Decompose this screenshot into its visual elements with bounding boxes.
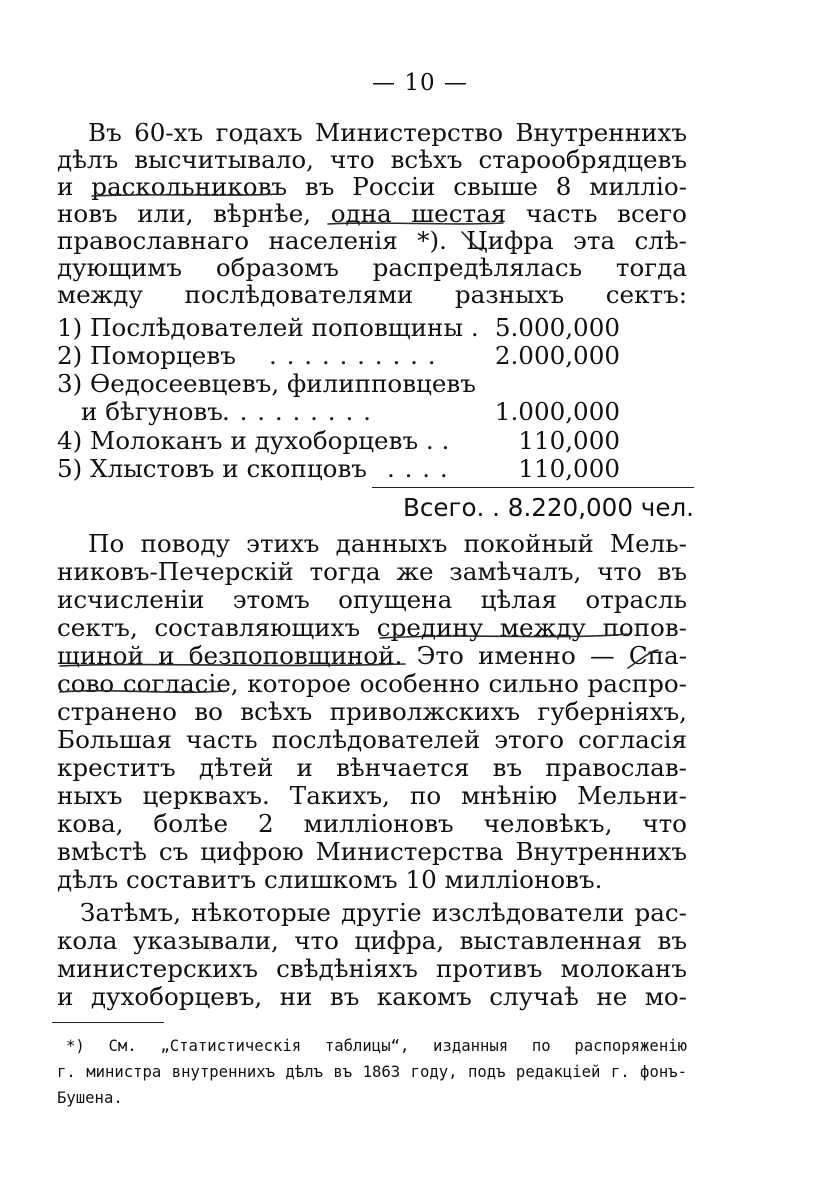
row-label: и бѣгуновъ — [81, 397, 223, 426]
row-label: 5) Хлыстовъ и скопцовъ — [57, 454, 367, 483]
text-line: сектъ, составляющихъ средину между попов- — [57, 613, 687, 642]
text-line: Въ 60-хъ годахъ Министерство Внутреннихъ — [88, 118, 687, 147]
text-line: дѣлъ составитъ слишкомъ 10 милліоновъ. — [57, 865, 603, 894]
text-line: никовъ-Печерскій тогда же замѣчалъ, что въ — [57, 557, 687, 586]
row-label: 1) Послѣдователей поповщины . — [57, 313, 479, 342]
text-line: и духоборцевъ, ни въ какомъ случаѣ не мо- — [57, 982, 687, 1011]
text-line: между послѣдователями разныхъ сектъ: — [57, 280, 687, 309]
footnote-line: *) См. „Статистическія таблицы“, изданныя по распоряженію — [66, 1037, 687, 1055]
row-dots: . . . . . . . . . . — [269, 341, 437, 370]
total-value: 8.220,000 — [507, 493, 633, 522]
footnote-rule — [52, 1022, 164, 1023]
row-dots: . . . . . . . . . — [222, 397, 372, 426]
text-line: ныхъ церквахъ. Такихъ, по мнѣнію Мельни- — [57, 781, 687, 810]
row-value: 1.000,000 — [494, 397, 620, 426]
page-number: — 10 — — [372, 70, 468, 96]
text-line: вмѣстѣ съ цифрою Министерства Внутреннихъ — [57, 837, 687, 866]
row-dots: . . . . — [387, 454, 449, 483]
row-value: 5.000,000 — [494, 313, 620, 342]
text-line: дѣлъ высчитывало, что всѣхъ старообрядцевъ — [57, 145, 687, 174]
text-line: щиной и безпоповщиной. Это именно — Спа- — [57, 641, 687, 670]
table-total-rule — [372, 487, 694, 488]
text-line: По поводу этихъ данныхъ покойный Мель- — [88, 529, 687, 558]
text-line: новъ или, вѣрнѣе, одна шестая часть всего — [57, 199, 687, 228]
row-label: 4) Молоканъ и духоборцевъ . . — [57, 426, 450, 455]
row-label: 3) Ѳедосеевцевъ, филипповцевъ — [57, 369, 476, 398]
row-value: 2.000,000 — [494, 341, 620, 370]
text-line: исчисленіи этомъ опущена цѣлая отрасль — [57, 585, 687, 614]
text-line: сово согласіе, которое особенно сильно распро- — [57, 669, 687, 698]
text-line: креститъ дѣтей и вѣнчается въ православ- — [57, 753, 687, 782]
total-unit: чел. — [640, 493, 694, 522]
text-line: странено во всѣхъ приволжскихъ губерніяхъ, — [57, 697, 687, 726]
row-label: 2) Поморцевъ — [57, 341, 236, 370]
row-value: 110,000 — [518, 426, 620, 455]
text-line: кова, болѣе 2 милліоновъ человѣкъ, что — [57, 809, 687, 838]
text-line: Затѣмъ, нѣкоторые другіе изслѣдователи рас- — [80, 898, 687, 927]
row-value: 110,000 — [518, 454, 620, 483]
text-line: министерскихъ свѣдѣніяхъ противъ молоканъ — [57, 954, 687, 983]
text-line: и раскольниковъ въ Россіи свыше 8 милліо- — [57, 172, 687, 201]
table-total — [403, 492, 694, 524]
text-line: кола указывали, что цифра, выставленная въ — [57, 926, 687, 955]
text-line: дующимъ образомъ распредѣлялась тогда — [57, 253, 687, 282]
text-line: Большая часть послѣдователей этого согласія — [57, 725, 687, 754]
text-line: православнаго населенія *). Цифра эта слѣ- — [57, 226, 687, 255]
total-label: Всего. . — [403, 493, 500, 522]
footnote-line: г. министра внутреннихъ дѣлъ въ 1863 году, подъ редакціей г. фонъ- — [57, 1063, 687, 1081]
footnote-line: Бушена. — [57, 1089, 123, 1107]
